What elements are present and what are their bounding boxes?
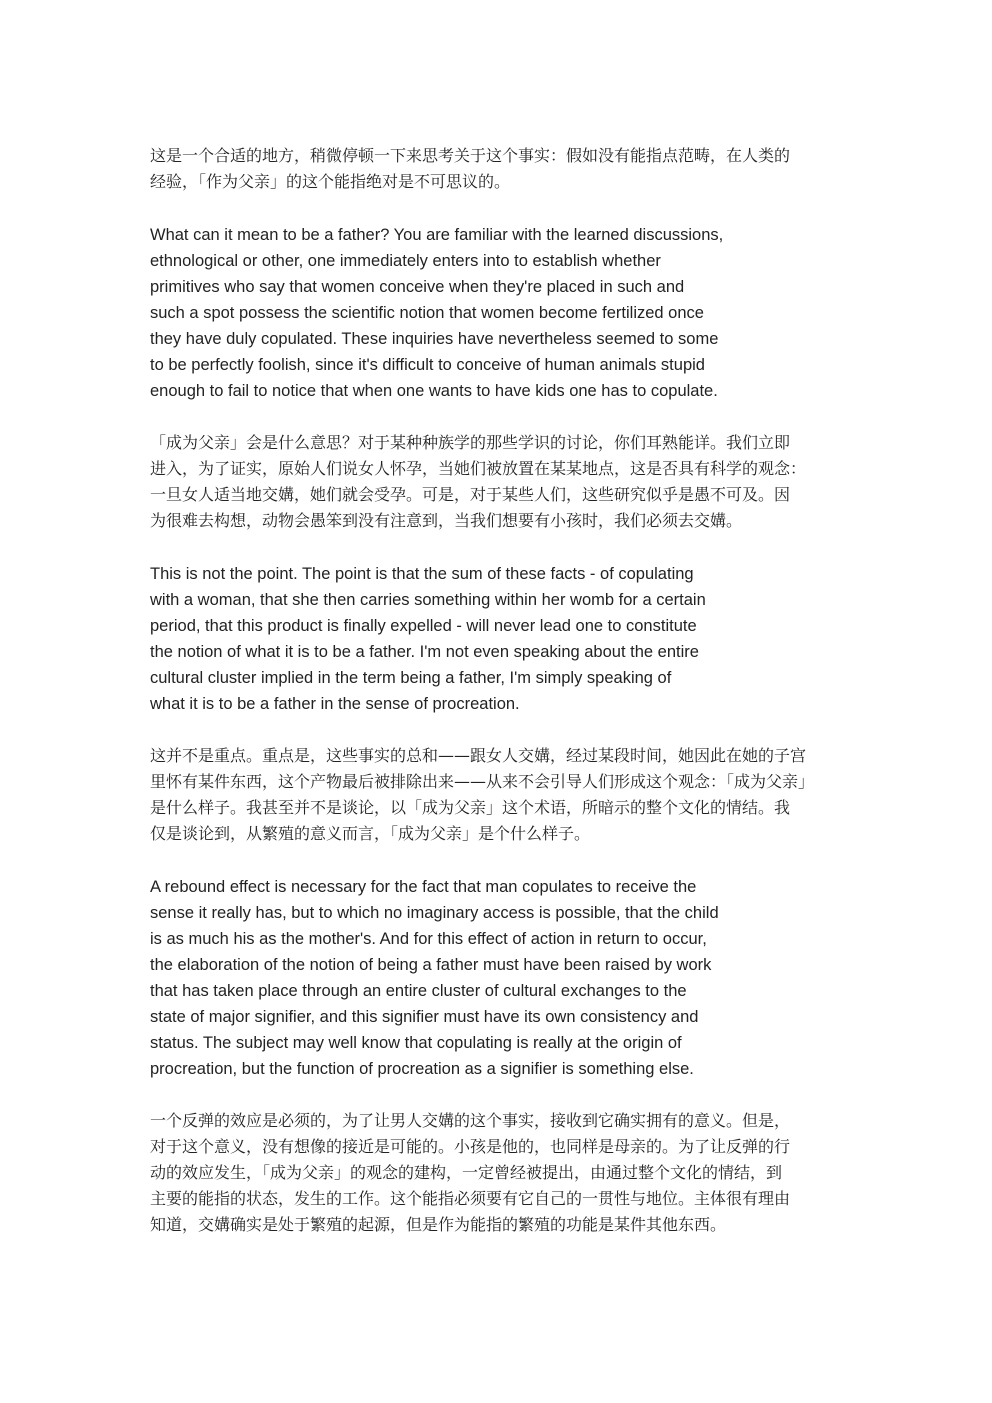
paragraph-gap — [150, 534, 850, 561]
text-line: 主要的能指的状态，发生的工作。这个能指必须要有它自己的一贯性与地位。主体很有理由 — [150, 1189, 791, 1208]
text-line: A rebound effect is necessary for the fact that man copulates to receive the — [150, 878, 697, 896]
text-line: 里怀有某件东西，这个产物最后被排除出来——从来不会引导人们形成这个观念：「成为父亲」 — [150, 772, 815, 791]
text-line: 仅是谈论到，从繁殖的意义而言，「成为父亲」是个什么样子。 — [150, 824, 591, 843]
text-line: that has taken place through an entire cluster of cultural exchanges to the — [150, 982, 687, 1000]
text-line: the elaboration of the notion of being a father must have been raised by work — [150, 956, 712, 974]
text-line: what it is to be a father in the sense of procreation. — [150, 695, 520, 713]
text-line: state of major signifier, and this signifier must have its own consistency and — [150, 1008, 699, 1026]
paragraph-en-1 — [150, 222, 770, 404]
paragraph-gap — [150, 717, 850, 743]
text-line: 一旦女人适当地交媾，她们就会受孕。可是，对于某些人们，这些研究似乎是愚不可及。因 — [150, 485, 791, 504]
text-line: 经验，「作为父亲」的这个能指绝对是不可思议的。 — [150, 172, 511, 191]
text-line: is as much his as the mother's. And for this effect of action in return to occur, — [150, 930, 707, 948]
paragraph-gap — [150, 195, 850, 222]
text-line: to be perfectly foolish, since it's difficult to conceive of human animals stupid — [150, 356, 705, 374]
text-line: 「成为父亲」会是什么意思？对于某种种族学的那些学识的讨论，你们耳熟能详。我们立即 — [150, 433, 791, 452]
text-line: primitives who say that women conceive when they're placed in such and — [150, 278, 685, 296]
text-line: such a spot possess the scientific notion that women become fertilized once — [150, 304, 704, 322]
text-line: they have duly copulated. These inquiries have nevertheless seemed to some — [150, 330, 719, 348]
paragraph-zh-4 — [150, 1108, 850, 1238]
text-line: period, that this product is finally expelled - will never lead one to constitute — [150, 617, 697, 635]
text-line: What can it mean to be a father? You are familiar with the learned discussions, — [150, 226, 724, 244]
text-line: cultural cluster implied in the term being a father, I'm simply speaking of — [150, 669, 672, 687]
paragraph-zh-2 — [150, 430, 850, 534]
text-line: 进入，为了证实，原始人们说女人怀孕，当她们被放置在某某地点，这是否具有科学的观念： — [150, 459, 807, 478]
text-line: 动的效应发生，「成为父亲」的观念的建构，一定曾经被提出，由通过整个文化的情结，到 — [150, 1163, 783, 1182]
document-page — [150, 143, 850, 1238]
paragraph-zh-1 — [150, 143, 850, 195]
text-line: 一个反弹的效应是必须的，为了让男人交媾的这个事实，接收到它确实拥有的意义。但是， — [150, 1111, 791, 1130]
text-line: status. The subject may well know that copulating is really at the origin of — [150, 1034, 682, 1052]
text-line: 为很难去构想，动物会愚笨到没有注意到，当我们想要有小孩时，我们必须去交媾。 — [150, 511, 743, 530]
paragraph-gap — [150, 404, 850, 430]
text-line: sense it really has, but to which no imaginary access is possible, that the child — [150, 904, 719, 922]
text-line: 这是一个合适的地方，稍微停顿一下来思考关于这个事实：假如没有能指点范畴，在人类的 — [150, 146, 791, 165]
text-line: enough to fail to notice that when one wants to have kids one has to copulate. — [150, 382, 718, 400]
text-line: 对于这个意义，没有想像的接近是可能的。小孩是他的，也同样是母亲的。为了让反弹的行 — [150, 1137, 791, 1156]
text-line: the notion of what it is to be a father. I'm not even speaking about the entire — [150, 643, 699, 661]
paragraph-zh-3 — [150, 743, 850, 847]
text-line: with a woman, that she then carries something within her womb for a certain — [150, 591, 706, 609]
text-line: procreation, but the function of procreation as a signifier is something else. — [150, 1060, 694, 1078]
text-line: 这并不是重点。重点是，这些事实的总和——跟女人交媾，经过某段时间，她因此在她的子宫 — [150, 746, 807, 765]
paragraph-en-2 — [150, 561, 770, 717]
paragraph-en-3 — [150, 874, 770, 1082]
paragraph-gap — [150, 847, 850, 874]
paragraph-gap — [150, 1082, 850, 1108]
text-line: 是什么样子。我甚至并不是谈论，以「成为父亲」这个术语，所暗示的整个文化的情结。我 — [150, 798, 791, 817]
text-line: This is not the point. The point is that the sum of these facts - of copulating — [150, 565, 694, 583]
text-line: 知道，交媾确实是处于繁殖的起源，但是作为能指的繁殖的功能是某件其他东西。 — [150, 1215, 727, 1234]
text-line: ethnological or other, one immediately enters into to establish whether — [150, 252, 661, 270]
